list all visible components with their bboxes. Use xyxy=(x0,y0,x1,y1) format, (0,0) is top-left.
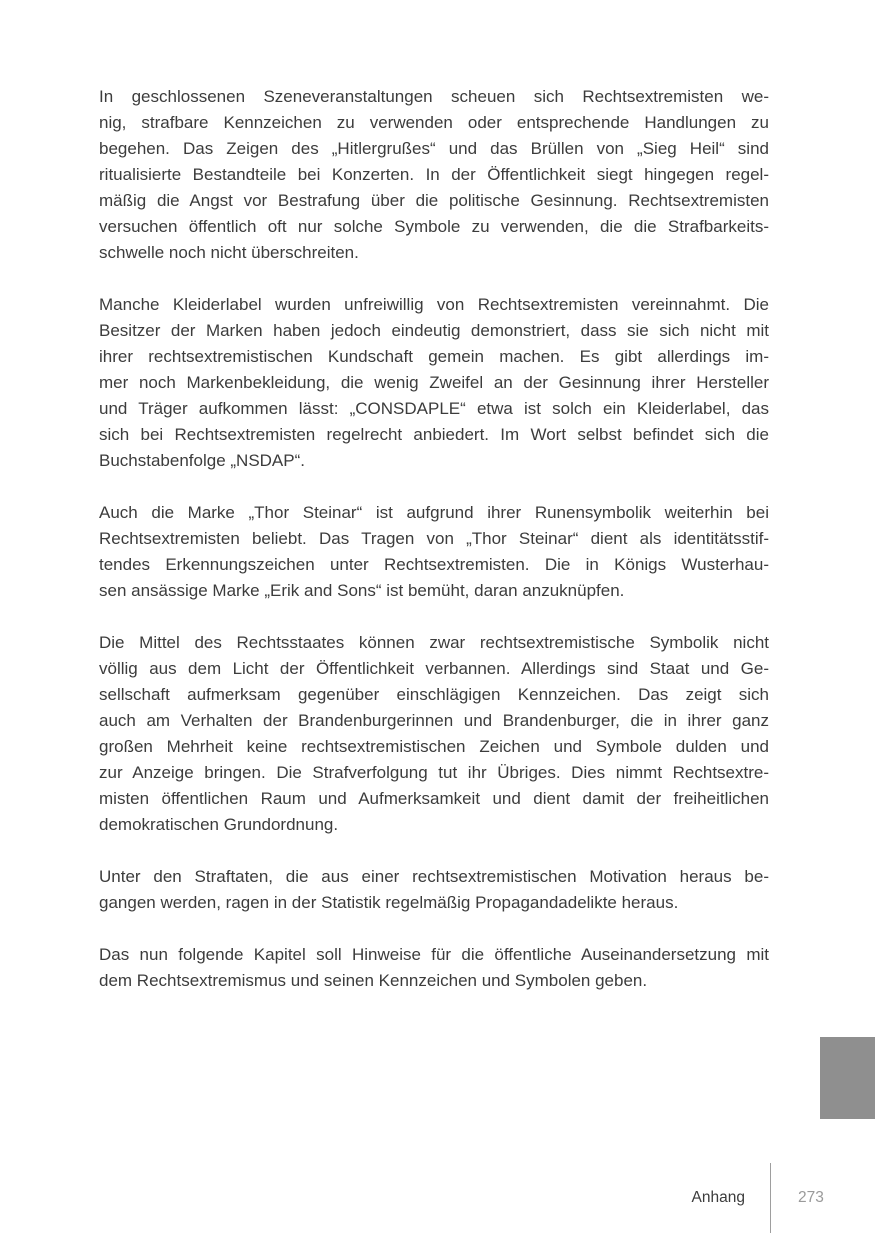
text-line: gangen werden, ragen in der Statistik regelmäßig Propagandadelikte heraus. xyxy=(99,893,679,912)
paragraph xyxy=(99,864,769,916)
footer-divider xyxy=(770,1163,771,1233)
page-footer xyxy=(0,1163,875,1233)
text-line: ihrer rechtsextremistischen Kundschaft gemein machen. Es gibt allerdings im- xyxy=(99,347,769,366)
text-line: sellschaft aufmerksam gegenüber einschlägigen Kennzeichen. Das zeigt sich xyxy=(99,685,769,704)
text-line: und Träger aufkommen lässt: „CONSDAPLE“ etwa ist solch ein Kleiderlabel, das xyxy=(99,399,769,418)
text-line: Rechtsextremisten beliebt. Das Tragen von „Thor Steinar“ dient als identitätsstif- xyxy=(99,529,769,548)
text-line: ritualisierte Bestandteile bei Konzerten. In der Öffentlichkeit siegt hingegen regel- xyxy=(99,165,769,184)
text-line: nig, strafbare Kennzeichen zu verwenden oder entsprechende Handlungen zu xyxy=(99,113,769,132)
chapter-tab-marker xyxy=(820,1037,875,1119)
paragraph xyxy=(99,500,769,604)
text-line: Unter den Straftaten, die aus einer rechtsextremistischen Motivation heraus be- xyxy=(99,867,769,886)
text-line: tendes Erkennungszeichen unter Rechtsextremisten. Die in Königs Wusterhau- xyxy=(99,555,769,574)
text-line: Das nun folgende Kapitel soll Hinweise für die öffentliche Auseinandersetzung mit xyxy=(99,945,769,964)
text-line: schwelle noch nicht überschreiten. xyxy=(99,243,359,262)
text-line: Besitzer der Marken haben jedoch eindeutig demonstriert, dass sie sich nicht mit xyxy=(99,321,769,340)
text-line: misten öffentlichen Raum und Aufmerksamkeit und dient damit der freiheitlichen xyxy=(99,789,769,808)
text-line: völlig aus dem Licht der Öffentlichkeit verbannen. Allerdings sind Staat und Ge- xyxy=(99,659,769,678)
text-line: Die Mittel des Rechtsstaates können zwar rechtsextremistische Symbolik nicht xyxy=(99,633,769,652)
paragraph xyxy=(99,942,769,994)
paragraph xyxy=(99,292,769,474)
text-line: demokratischen Grundordnung. xyxy=(99,815,339,834)
text-line: mäßig die Angst vor Bestrafung über die politische Gesinnung. Rechtsextremisten xyxy=(99,191,769,210)
text-line: versuchen öffentlich oft nur solche Symbole zu verwenden, die die Strafbarkeits- xyxy=(99,217,769,236)
text-line: begehen. Das Zeigen des „Hitlergrußes“ und das Brüllen von „Sieg Heil“ sind xyxy=(99,139,769,158)
text-line: Buchstabenfolge „NSDAP“. xyxy=(99,451,305,470)
text-line: sen ansässige Marke „Erik and Sons“ ist bemüht, daran anzuknüpfen. xyxy=(99,581,625,600)
paragraph xyxy=(99,84,769,266)
text-line: zur Anzeige bringen. Die Strafverfolgung tut ihr Übriges. Dies nimmt Rechtsextre- xyxy=(99,763,769,782)
text-line: dem Rechtsextremismus und seinen Kennzeichen und Symbolen geben. xyxy=(99,971,648,990)
text-line: auch am Verhalten der Brandenburgerinnen und Brandenburger, die in ihrer ganz xyxy=(99,711,769,730)
text-line: mer noch Markenbekleidung, die wenig Zweifel an der Gesinnung ihrer Hersteller xyxy=(99,373,769,392)
text-line: sich bei Rechtsextremisten regelrecht anbiedert. Im Wort selbst befindet sich die xyxy=(99,425,769,444)
body-text xyxy=(99,84,769,994)
text-line: Manche Kleiderlabel wurden unfreiwillig von Rechtsextremisten vereinnahmt. Die xyxy=(99,295,769,314)
paragraphs xyxy=(99,84,769,994)
text-line: großen Mehrheit keine rechtsextremistischen Zeichen und Symbole dulden und xyxy=(99,737,769,756)
text-line: In geschlossenen Szeneveranstaltungen scheuen sich Rechtsextremisten we- xyxy=(99,87,769,106)
footer-section-label: Anhang xyxy=(691,1189,745,1206)
text-line: Auch die Marke „Thor Steinar“ ist aufgrund ihrer Runensymbolik weiterhin bei xyxy=(99,503,769,522)
paragraph xyxy=(99,630,769,838)
page-number: 273 xyxy=(798,1189,824,1206)
